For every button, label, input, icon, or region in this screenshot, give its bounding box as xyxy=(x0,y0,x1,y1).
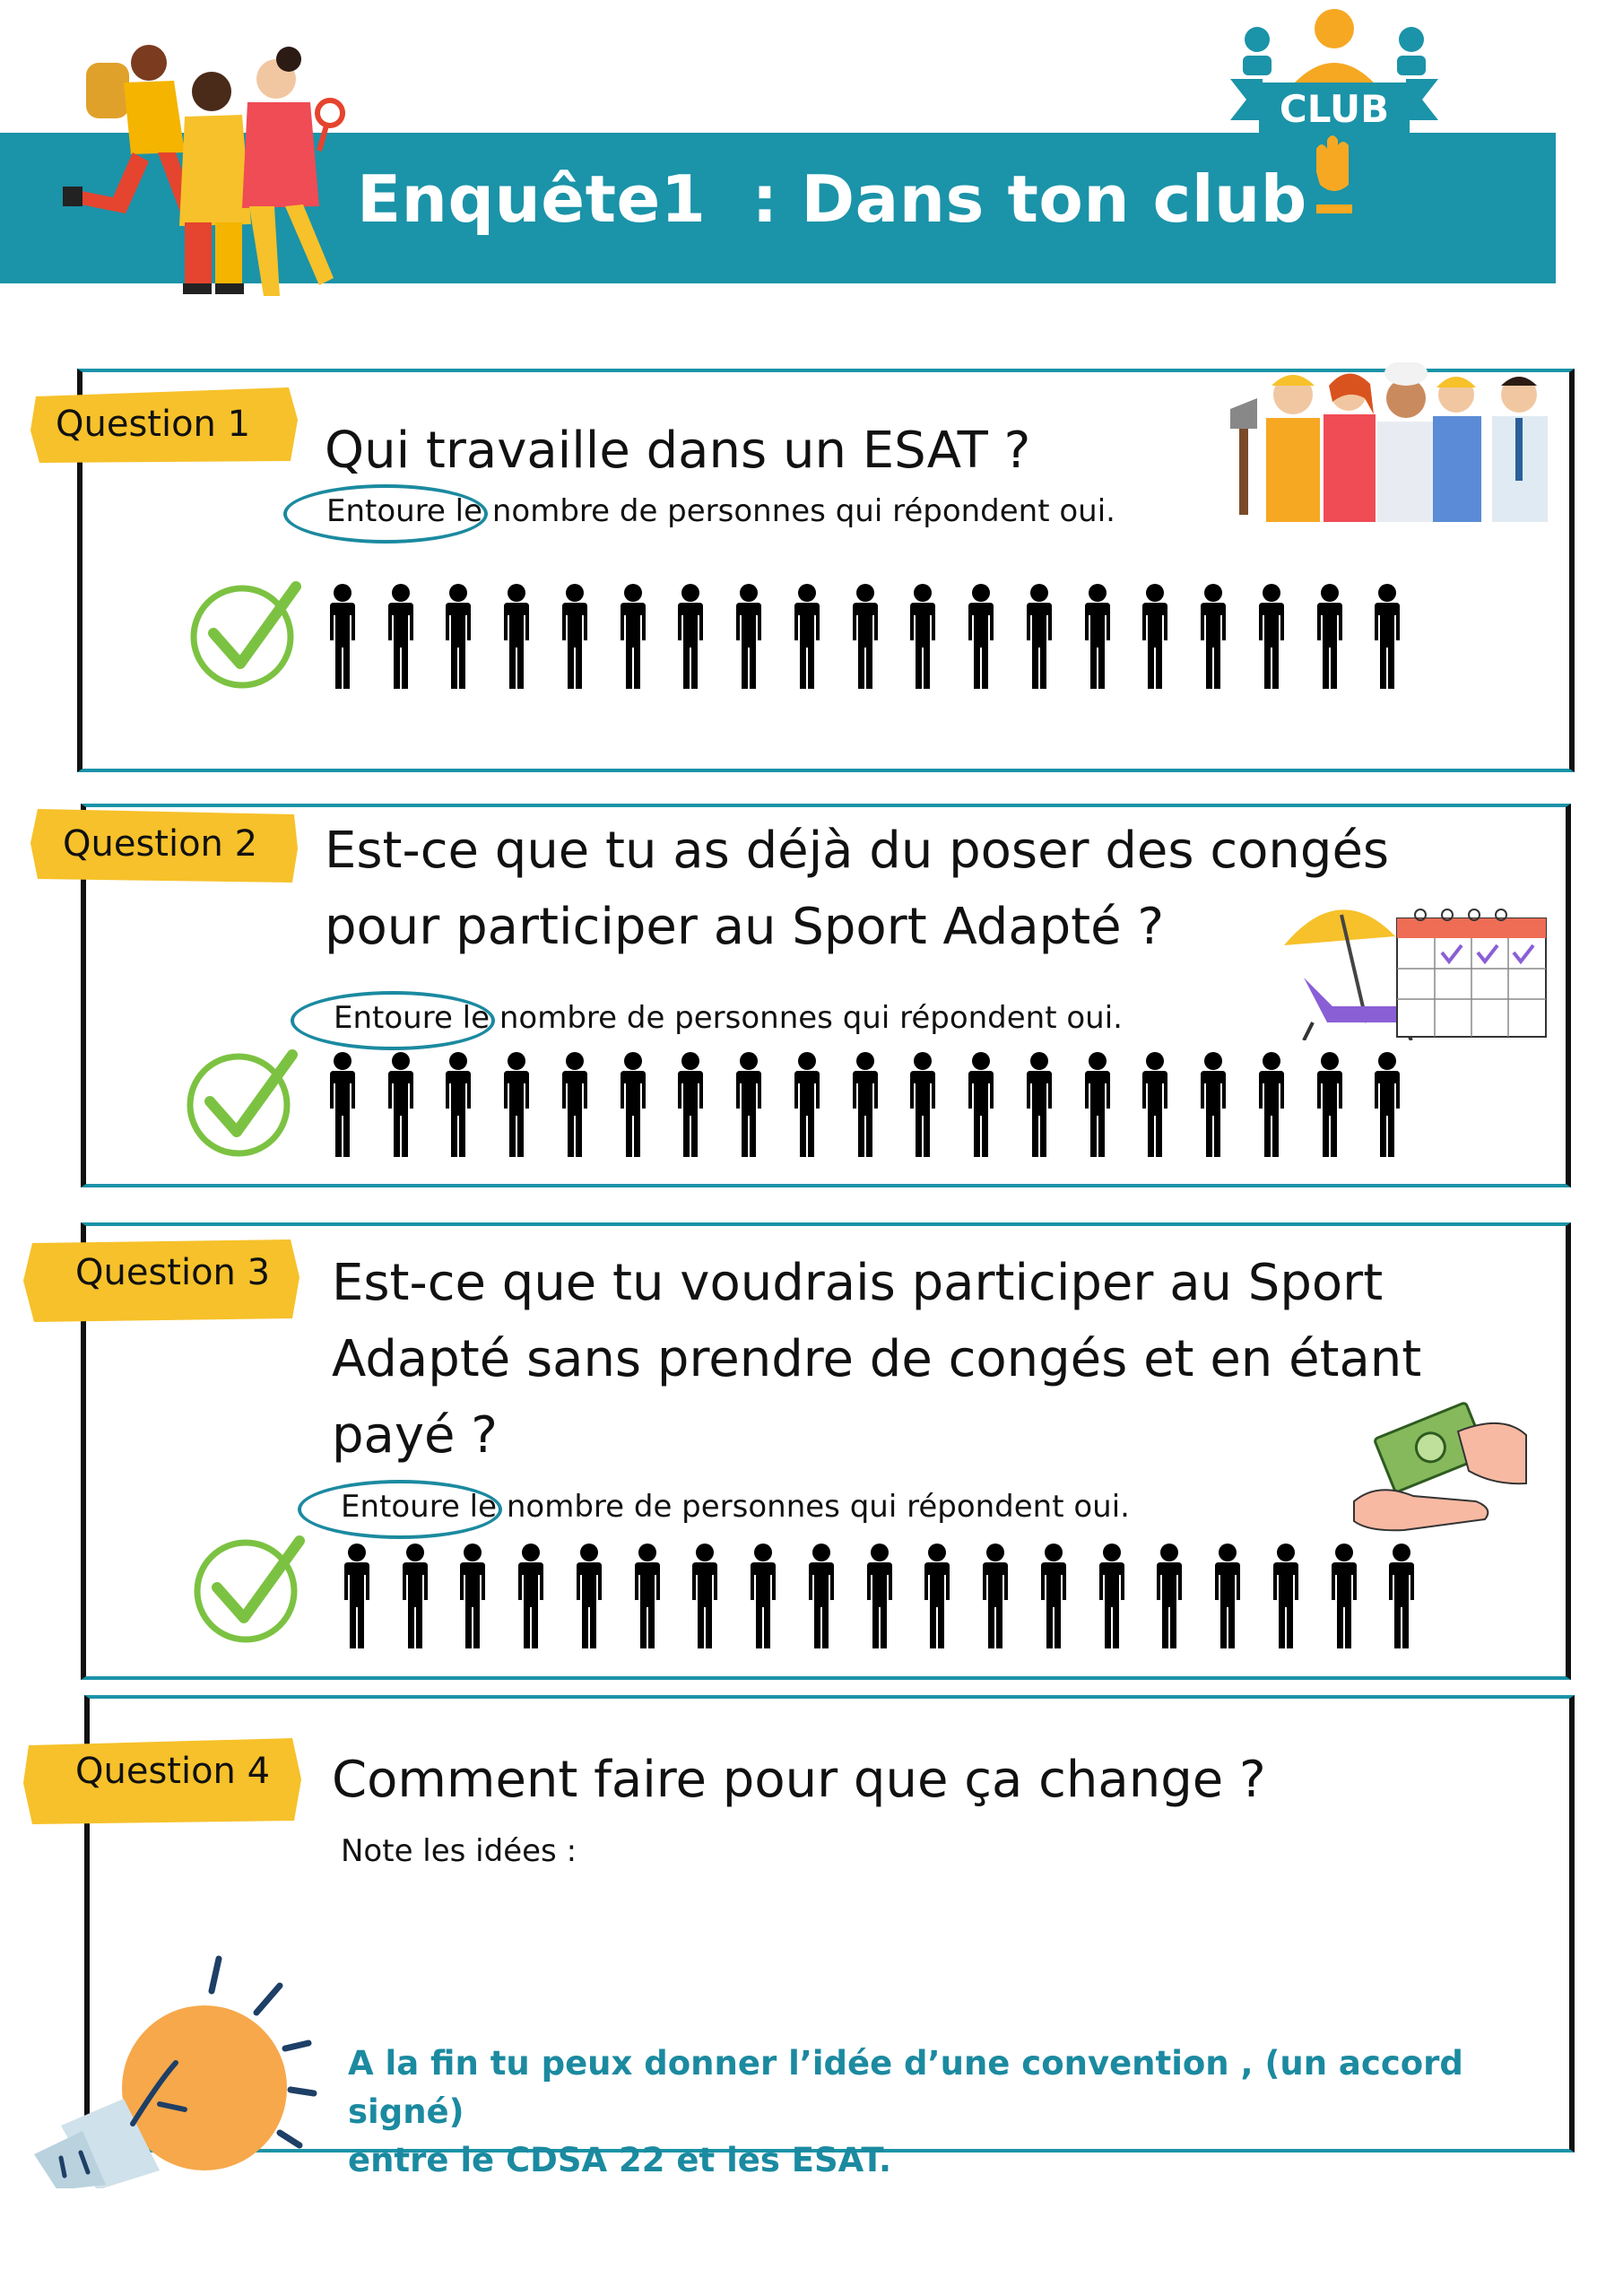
person-icon xyxy=(508,1543,554,1655)
person-icon xyxy=(1364,583,1410,695)
person-icon xyxy=(449,1543,496,1655)
person-icon xyxy=(784,583,830,695)
person-icon xyxy=(1306,1051,1353,1163)
person-icon xyxy=(914,1543,960,1655)
person-icon xyxy=(435,583,482,695)
person-icon xyxy=(551,1051,598,1163)
person-icon xyxy=(667,1051,714,1163)
club-logo xyxy=(1227,5,1442,230)
person-icon xyxy=(1204,1543,1251,1655)
question-1-text: Qui travaille dans un ESAT ? xyxy=(325,422,1031,480)
person-icon xyxy=(899,1051,946,1163)
person-icon xyxy=(566,1543,612,1655)
people-row-1 xyxy=(188,583,1462,691)
person-icon xyxy=(958,583,1004,695)
money-hands-illustration xyxy=(1350,1396,1530,1543)
person-icon xyxy=(1190,1051,1237,1163)
person-icon xyxy=(1016,1051,1063,1163)
person-icon xyxy=(1248,1051,1295,1163)
person-icon xyxy=(1030,1543,1077,1655)
person-icon xyxy=(899,583,946,695)
person-icon xyxy=(610,583,656,695)
person-icon xyxy=(667,583,714,695)
question-2-label: Question 2 xyxy=(29,804,303,886)
person-icon xyxy=(1016,583,1063,695)
person-icon xyxy=(378,583,424,695)
person-icon xyxy=(725,583,772,695)
person-icon xyxy=(1248,583,1295,695)
person-icon xyxy=(435,1051,482,1163)
person-icon xyxy=(551,583,598,695)
workers-illustration xyxy=(1230,362,1564,522)
circle-mark xyxy=(283,484,488,544)
vacation-calendar-illustration xyxy=(1277,888,1551,1040)
circle-mark xyxy=(291,991,495,1050)
person-icon xyxy=(1378,1543,1425,1655)
checkmark-icon xyxy=(185,1046,298,1159)
question-1-instruction: Entoure le nombre de personnes qui répondent oui. xyxy=(326,493,1115,529)
person-icon xyxy=(610,1051,656,1163)
question-4-label: Question 4 xyxy=(22,1736,296,1819)
person-icon xyxy=(1074,1051,1121,1163)
lightbulb-illustration xyxy=(25,1955,321,2188)
person-icon xyxy=(319,1051,366,1163)
person-icon xyxy=(958,1051,1004,1163)
page-title: Enquête1 : Dans ton club xyxy=(357,161,1307,237)
person-icon xyxy=(972,1543,1019,1655)
checkmark-icon xyxy=(192,1532,305,1645)
question-4-text: Comment faire pour que ça change ? xyxy=(332,1751,1266,1809)
question-3-label: Question 3 xyxy=(22,1236,296,1318)
question-3-instruction: Entoure le nombre de personnes qui répondent oui. xyxy=(341,1489,1130,1525)
person-icon xyxy=(784,1051,830,1163)
question-3-text: Est-ce que tu voudrais participer au Sport Adapté sans prendre de congés et en étant payé ? xyxy=(332,1254,1422,1465)
person-icon xyxy=(1146,1543,1193,1655)
person-icon xyxy=(1132,583,1178,695)
question-2-instruction: Entoure le nombre de personnes qui répondent oui. xyxy=(334,1000,1123,1036)
person-icon xyxy=(842,583,889,695)
person-icon xyxy=(725,1051,772,1163)
person-icon xyxy=(624,1543,671,1655)
person-icon xyxy=(740,1543,786,1655)
person-icon xyxy=(681,1543,728,1655)
person-icon xyxy=(1132,1051,1178,1163)
person-icon xyxy=(842,1051,889,1163)
person-icon xyxy=(1190,583,1237,695)
person-icon xyxy=(319,583,366,695)
person-icon xyxy=(1321,1543,1367,1655)
convention-tip: A la fin tu peux donner l’idée d’une convention , (un accord signé) entre le CDSA 22 et les ESAT. xyxy=(348,2044,1463,2179)
people-row-3 xyxy=(192,1537,1483,1645)
checkmark-icon xyxy=(188,578,301,691)
person-icon xyxy=(392,1543,438,1655)
club-logo-text: CLUB xyxy=(1279,87,1390,131)
person-icon xyxy=(798,1543,845,1655)
person-icon xyxy=(334,1543,380,1655)
people-row-2 xyxy=(185,1051,1458,1159)
question-1-label: Question 1 xyxy=(29,384,303,466)
question-2-text: Est-ce que tu as déjà du poser des congés pour participer au Sport Adapté ? xyxy=(325,822,1390,956)
person-icon xyxy=(378,1051,424,1163)
person-icon xyxy=(493,1051,540,1163)
person-icon xyxy=(1364,1051,1410,1163)
notes-prompt: Note les idées : xyxy=(341,1833,577,1869)
circle-mark xyxy=(298,1480,502,1539)
person-icon xyxy=(856,1543,903,1655)
person-icon xyxy=(1074,583,1121,695)
investigators-illustration xyxy=(50,27,346,323)
person-icon xyxy=(493,583,540,695)
person-icon xyxy=(1089,1543,1135,1655)
person-icon xyxy=(1263,1543,1309,1655)
person-icon xyxy=(1306,583,1353,695)
